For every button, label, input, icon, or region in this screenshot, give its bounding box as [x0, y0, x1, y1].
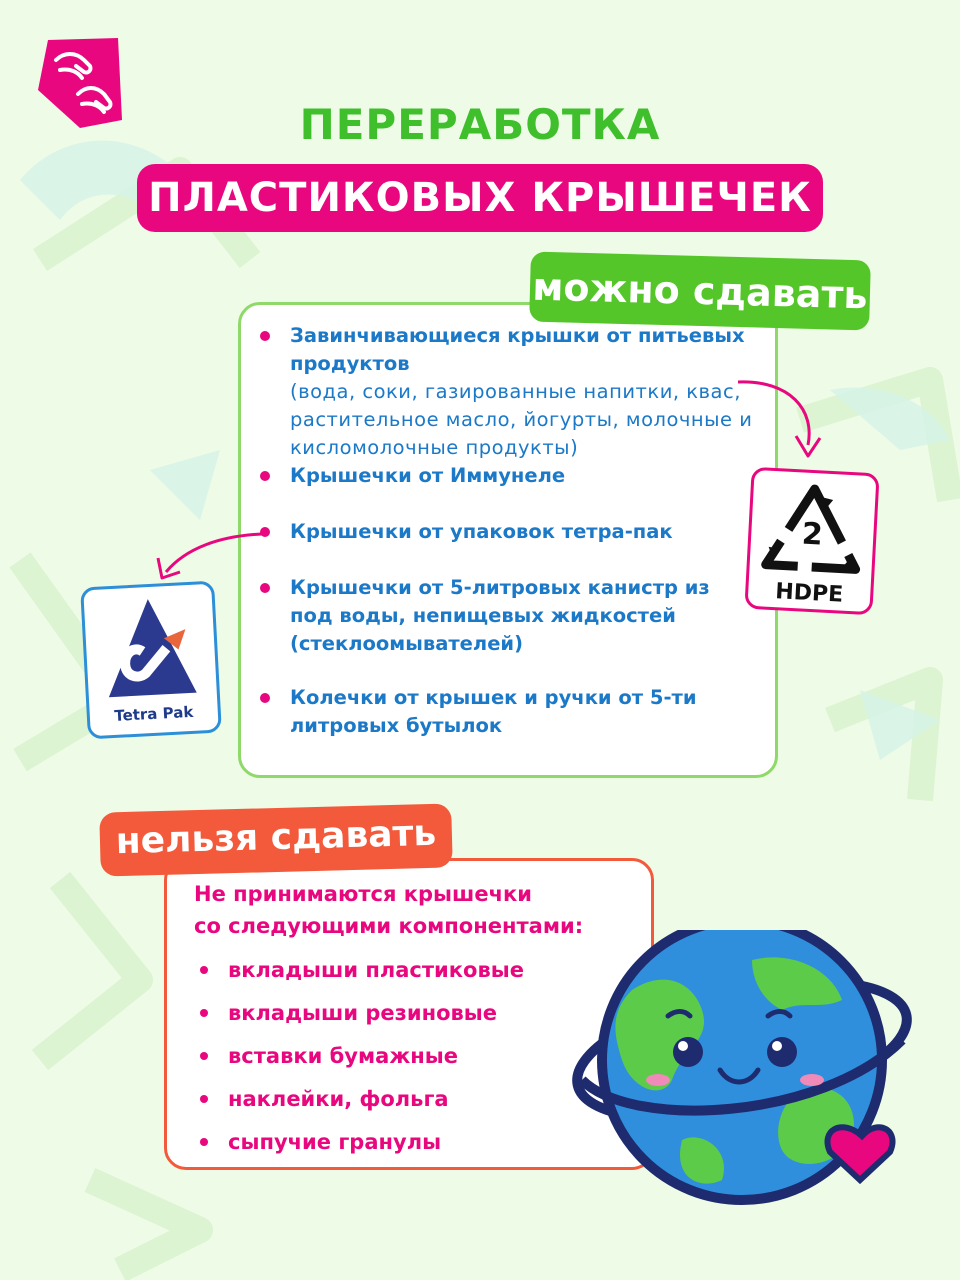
bullet-icon — [260, 693, 270, 703]
list-item — [258, 684, 758, 744]
item-text: наклейки, фольга — [228, 1087, 449, 1111]
tetra-pak-logo-icon — [83, 584, 217, 711]
page-title-line2: ПЛАСТИКОВЫХ КРЫШЕЧЕК — [137, 164, 823, 232]
list-item — [258, 574, 758, 684]
bullet-icon — [200, 1095, 208, 1103]
list-item — [196, 993, 636, 1036]
item-main-text: Колечки от крышек и ручки от 5-ти литровых бутылок — [290, 686, 697, 737]
can-donate-list — [258, 322, 758, 744]
tetra-pak-badge — [80, 581, 222, 740]
item-main-text: Крышечки от 5-литровых канистр из под воды, непищевых жидкостей (стеклоомывателей) — [290, 576, 710, 655]
list-item — [258, 462, 758, 518]
list-item — [196, 1036, 636, 1079]
bullet-icon — [200, 966, 208, 974]
item-text: вкладыши пластиковые — [228, 958, 524, 982]
can-donate-label: можно сдавать — [529, 252, 871, 331]
item-main-text: Крышечки от упаковок тетра-пак — [290, 520, 673, 543]
item-text: вставки бумажные — [228, 1044, 458, 1068]
earth-character-icon — [572, 930, 932, 1220]
cannot-donate-label: нельзя сдавать — [99, 803, 453, 876]
bullet-icon — [200, 1138, 208, 1146]
hdpe-number: 2 — [801, 516, 824, 553]
item-main-text: Крышечки от Иммунеле — [290, 464, 566, 487]
page-title-line1: ПЕРЕРАБОТКА — [299, 100, 661, 149]
item-main-text: Завинчивающиеся крышки от питьевых продуктов — [290, 324, 745, 375]
bullet-icon — [260, 331, 270, 341]
tetra-pak-label: Tetra Pak — [113, 702, 194, 725]
item-text: сыпучие гранулы — [228, 1130, 442, 1154]
bullet-icon — [260, 471, 270, 481]
intro-line1: Не принимаются крышечки — [194, 882, 532, 906]
cannot-donate-list — [196, 950, 636, 1165]
intro-line2: со следующими компонентами: — [194, 914, 584, 938]
hdpe-badge — [744, 467, 879, 616]
bullet-icon — [200, 1052, 208, 1060]
list-item — [258, 518, 758, 574]
bullet-icon — [200, 1009, 208, 1017]
list-item — [196, 1079, 636, 1122]
bullet-icon — [260, 583, 270, 593]
list-item — [196, 950, 636, 993]
list-item — [258, 322, 758, 462]
hdpe-label: HDPE — [774, 579, 844, 608]
list-item — [196, 1122, 636, 1165]
item-detail-text: (вода, соки, газированные напитки, квас, растительное масло, йогурты, молочные и кисломолочные продукты) — [290, 380, 753, 459]
bullet-icon — [260, 527, 270, 537]
item-text: вкладыши резиновые — [228, 1001, 498, 1025]
